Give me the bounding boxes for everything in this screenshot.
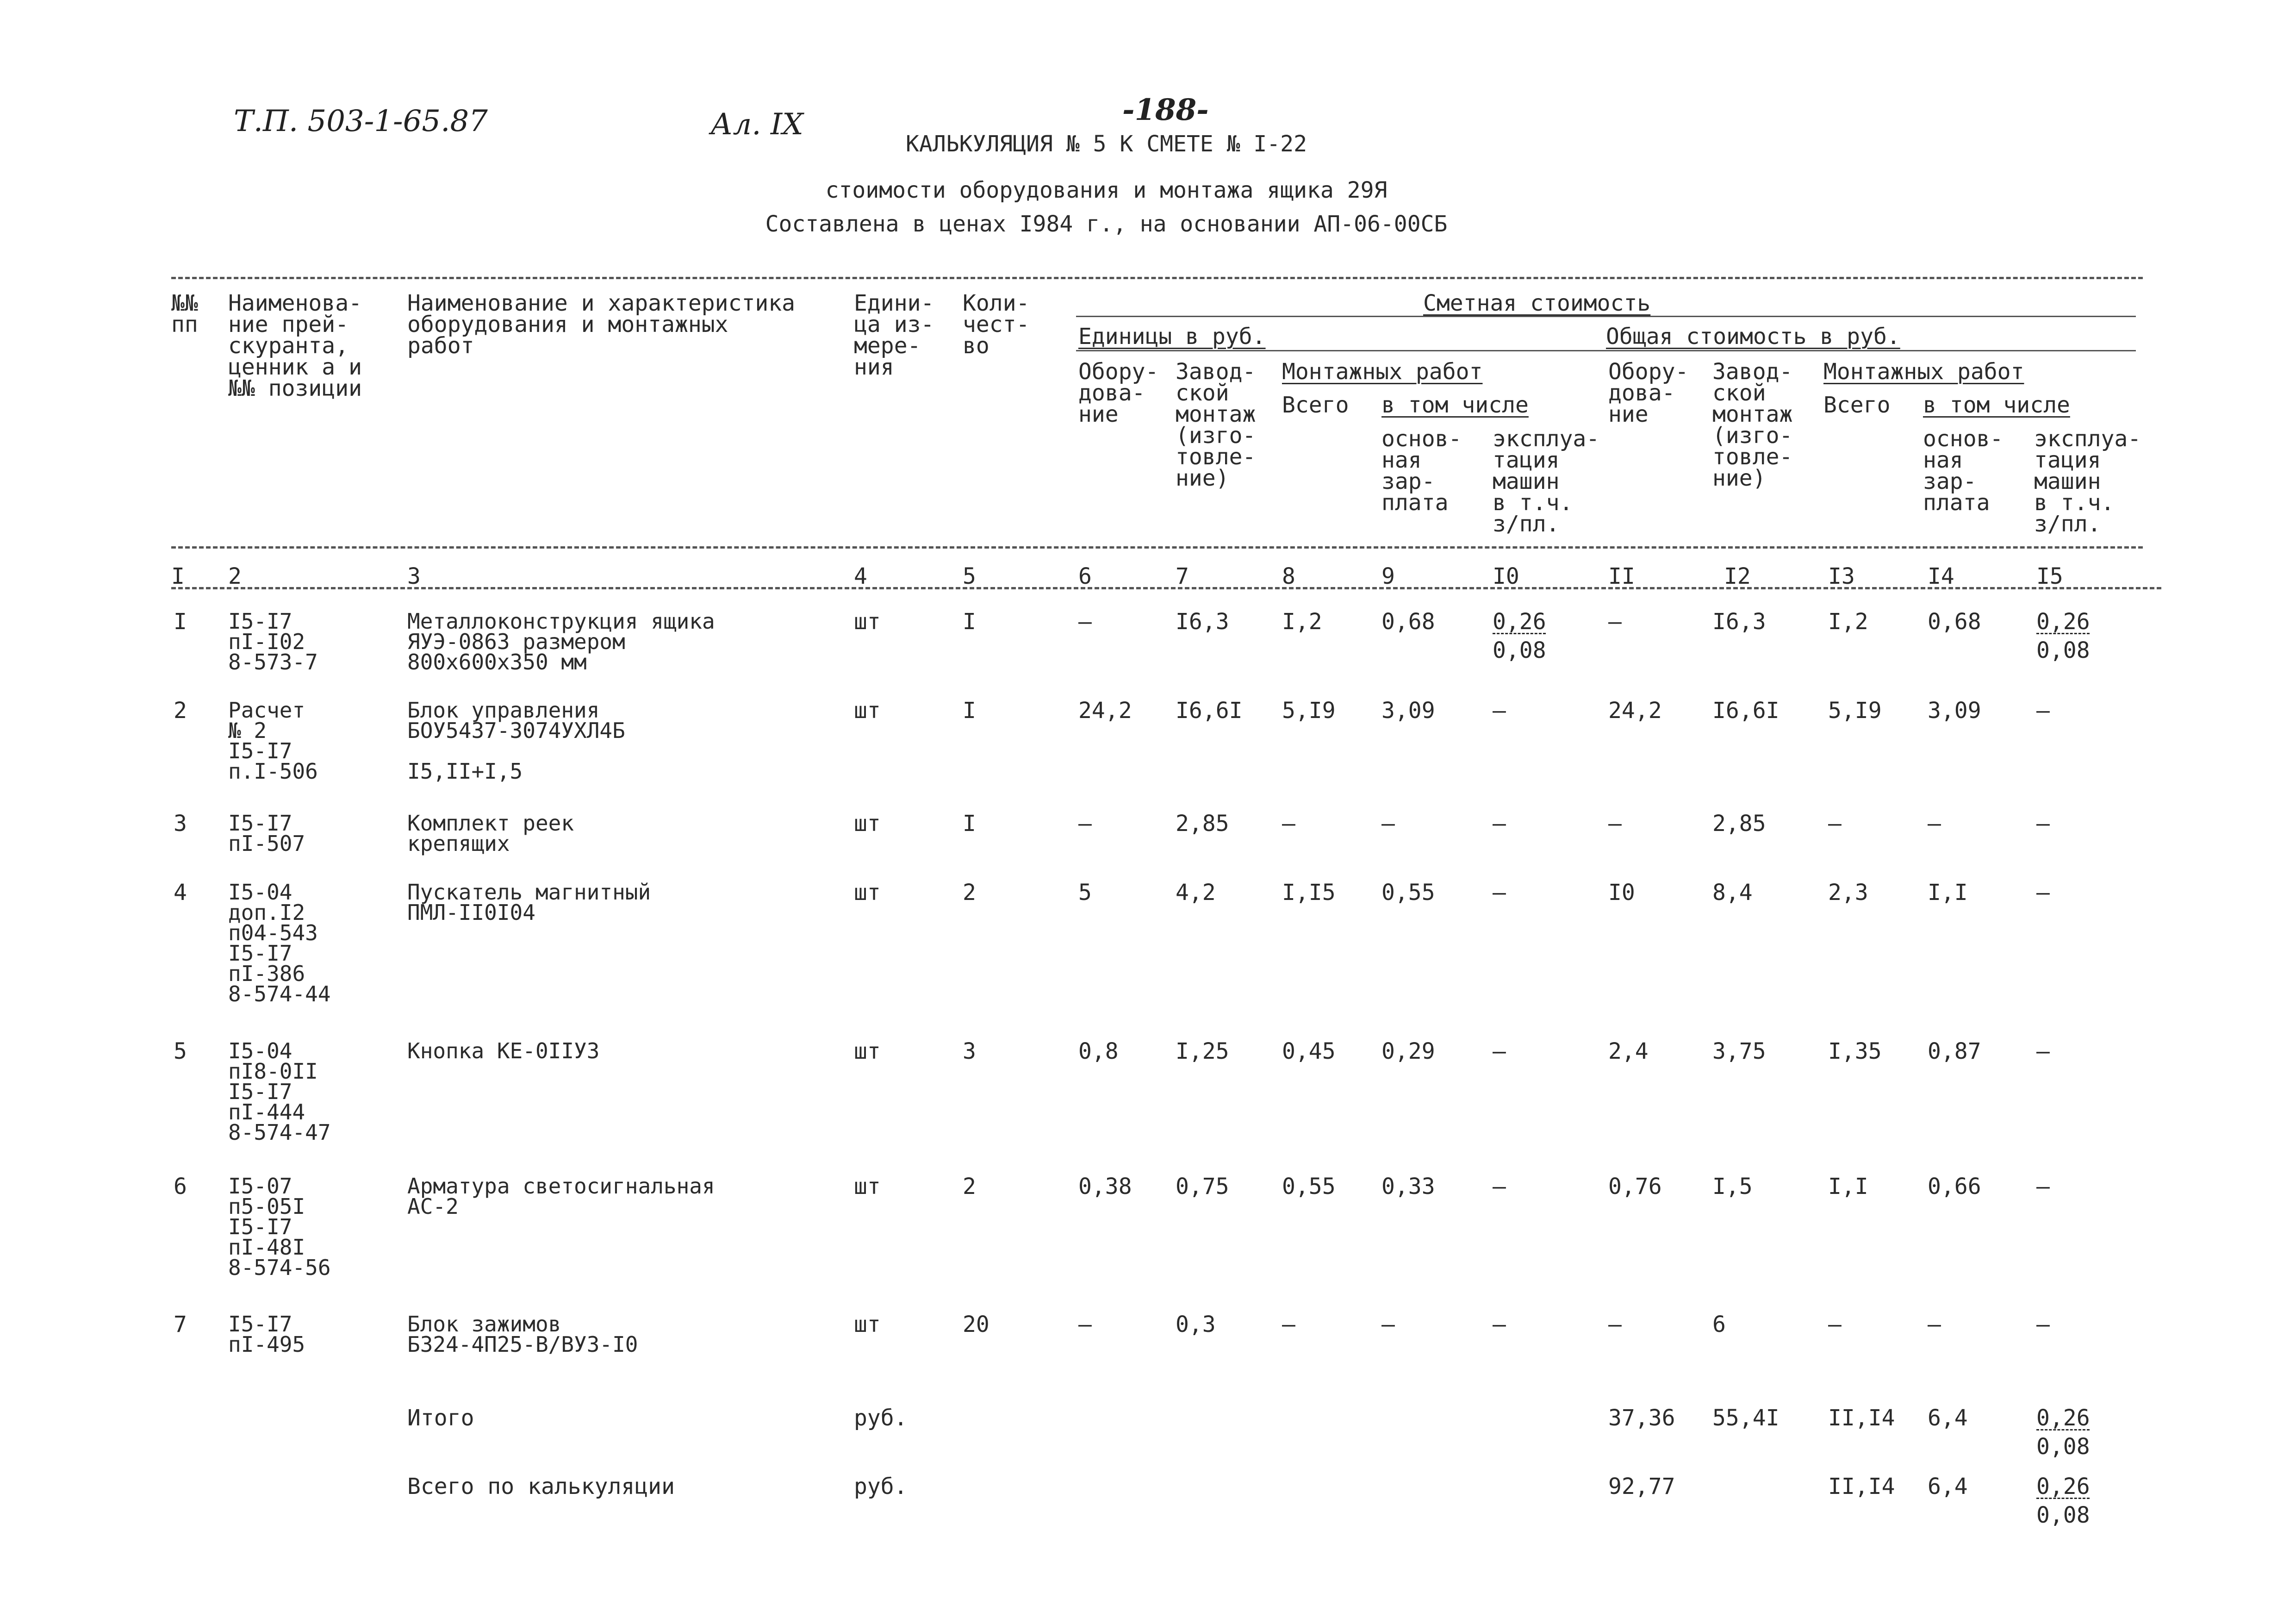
row-cell-c6: 5	[1078, 880, 1092, 906]
row-cell-c8: –	[1282, 1312, 1295, 1337]
row-pricelist-ref: Расчет № 2 I5-I7 п.I-506	[228, 698, 318, 784]
row-unit: шт	[854, 811, 881, 837]
row-cell-c13: –	[1828, 1312, 1842, 1337]
row-cell-c11: 24,2	[1608, 698, 1662, 724]
row-cell-c9: 0,55	[1381, 880, 1435, 906]
col15-header: эксплуа- тация машин в т.ч. з/пл.	[2034, 426, 2141, 537]
row-cell-c10: –	[1493, 880, 1506, 906]
colnum-6: 6	[1078, 563, 1092, 589]
row-pricelist-ref: I5-I7 пI-495	[228, 1312, 305, 1357]
row-cell-c12: 3,75	[1712, 1038, 1766, 1064]
project-reference: Т.П. 503-1-65.87	[234, 104, 488, 138]
colnum-3: 3	[407, 563, 421, 589]
total-cell-c15-salary: 0,08	[2036, 1502, 2090, 1528]
row-number: 3	[174, 811, 187, 837]
row-cell-c13: 2,3	[1828, 880, 1868, 906]
row-cell-c15: –	[2036, 880, 2050, 906]
row-cell-c7: 0,3	[1176, 1312, 1216, 1337]
row-cell-c7: 2,85	[1176, 811, 1229, 837]
row-cell-c10: –	[1493, 811, 1506, 837]
header-top-rule	[171, 277, 2143, 279]
row-cell-c9: –	[1381, 1312, 1395, 1337]
row-cell-c11: I0	[1608, 880, 1635, 906]
row-unit: шт	[854, 1174, 881, 1199]
colnum-4: 4	[854, 563, 867, 589]
row-cell-c8: I,2	[1282, 609, 1322, 635]
total-cell-c13: II,I4	[1828, 1405, 1895, 1431]
row-cell-c8: I,I5	[1282, 880, 1336, 906]
col7-header: Завод- ской монтаж (изго- товле- ние)	[1176, 359, 1256, 491]
number-row-rule	[171, 587, 2161, 589]
col13-header: Всего	[1823, 392, 1891, 418]
document-title: КАЛЬКУЛЯЦИЯ № 5 К СМЕТЕ № I-22	[906, 131, 1307, 157]
col-name-header: Наименование и характеристика оборудования и монтажных работ	[407, 290, 796, 359]
row-cell-c6: –	[1078, 609, 1092, 635]
row-cell-c7: I6,3	[1176, 609, 1229, 635]
row-item-name: Арматура светосигнальная АС-2	[407, 1174, 715, 1219]
total-unit: руб.	[854, 1405, 908, 1431]
row-cell-c9: 0,33	[1381, 1174, 1435, 1199]
colnum-11: II	[1608, 563, 1635, 589]
total-cell-c14: 6,4	[1928, 1474, 1968, 1499]
row-cell-c6: 0,38	[1078, 1174, 1132, 1199]
row-cell-c10: –	[1493, 1038, 1506, 1064]
row-cell-c14: 0,68	[1928, 609, 1981, 635]
row-quantity: I	[963, 698, 976, 724]
row-cell-c14: 3,09	[1928, 698, 1981, 724]
col-qty-header: Коли- чест- во	[963, 290, 1030, 359]
row-cell-c6: –	[1078, 1312, 1092, 1337]
header-bottom-rule	[171, 546, 2143, 549]
row-cell-c6: –	[1078, 811, 1092, 837]
row-cell-c12: 6	[1712, 1312, 1726, 1337]
colnum-10: I0	[1493, 563, 1519, 589]
row-cell-c10: –	[1493, 1174, 1506, 1199]
row-cell-c13: I,35	[1828, 1038, 1882, 1064]
row-number: 2	[174, 698, 187, 724]
row-cell-c6: 0,8	[1078, 1038, 1119, 1064]
row-cell-c11: –	[1608, 1312, 1622, 1337]
row-cell-c7: I6,6I	[1176, 698, 1243, 724]
row-cell-c9: 0,29	[1381, 1038, 1435, 1064]
row-cell-c9: 0,68	[1381, 609, 1435, 635]
row-cell-c15-salary: 0,08	[2036, 637, 2090, 663]
total-cell-c15-salary: 0,08	[2036, 1434, 2090, 1460]
album-number: Ал. IX	[710, 107, 803, 142]
row-cell-c8: –	[1282, 811, 1295, 837]
colnum-1: I	[171, 563, 185, 589]
row-cell-c13: 5,I9	[1828, 698, 1882, 724]
total-cell-c15: 0,26	[2036, 1474, 2090, 1499]
incl-group-unit: в том числе	[1381, 392, 1529, 418]
row-cell-c7: 4,2	[1176, 880, 1216, 906]
col10-header: эксплуа- тация машин в т.ч. з/пл.	[1493, 426, 1600, 537]
row-quantity: 20	[963, 1312, 989, 1337]
row-cell-c14: –	[1928, 1312, 1941, 1337]
row-number: 4	[174, 880, 187, 906]
row-cell-c13: I,I	[1828, 1174, 1868, 1199]
row-quantity: 3	[963, 1038, 976, 1064]
row-cell-c9: –	[1381, 811, 1395, 837]
total-cell-c13: II,I4	[1828, 1474, 1895, 1499]
row-cell-c12: I6,6I	[1712, 698, 1780, 724]
mount-group-total: Монтажных работ	[1823, 359, 2024, 385]
row-cell-c11: –	[1608, 609, 1622, 635]
page-number: -188-	[1122, 93, 1209, 127]
row-quantity: I	[963, 609, 976, 635]
colnum-14: I4	[1928, 563, 1954, 589]
colnum-7: 7	[1176, 563, 1189, 589]
colnum-13: I3	[1828, 563, 1855, 589]
row-item-name: Металлоконструкция ящика ЯУЭ-0863 размером 800х600х350 мм	[407, 609, 715, 675]
row-unit: шт	[854, 1312, 881, 1337]
row-number: 7	[174, 1312, 187, 1337]
row-unit: шт	[854, 609, 881, 635]
row-cell-c14: 0,66	[1928, 1174, 1981, 1199]
row-cell-c14: –	[1928, 811, 1941, 837]
colnum-15: I5	[2036, 563, 2063, 589]
group-rule	[1076, 316, 2136, 317]
total-cell-c15: 0,26	[2036, 1405, 2090, 1431]
row-item-name: Кнопка КЕ-0IIУЗ	[407, 1038, 600, 1063]
row-cell-c13: I,2	[1828, 609, 1868, 635]
row-cell-c11: 2,4	[1608, 1038, 1649, 1064]
col-pricelist-header: Наименова- ние прей- скуранта, ценник а и №№ позиции	[228, 290, 362, 401]
colnum-12: I2	[1724, 563, 1751, 589]
row-cell-c8: 5,I9	[1282, 698, 1336, 724]
row-cell-c13: –	[1828, 811, 1842, 837]
row-cell-c8: 0,55	[1282, 1174, 1336, 1199]
row-number: I	[174, 609, 187, 635]
document-basis: Составлена в ценах I984 г., на основании АП-06-00СБ	[765, 211, 1448, 237]
row-cell-c15: –	[2036, 811, 2050, 837]
row-cell-c15: –	[2036, 1038, 2050, 1064]
group-unit-cost: Единицы в руб.	[1078, 324, 1266, 350]
col11-header: Обору- дова- ние	[1608, 359, 1689, 427]
total-cell-c14: 6,4	[1928, 1405, 1968, 1431]
col9-header: основ- ная зар- плата	[1381, 426, 1462, 516]
group-estimated-cost: Сметная стоимость	[1423, 290, 1651, 316]
total-label: Всего по калькуляции	[407, 1474, 675, 1499]
total-cell-c11: 92,77	[1608, 1474, 1675, 1499]
col14-header: основ- ная зар- плата	[1923, 426, 2004, 516]
row-cell-c8: 0,45	[1282, 1038, 1336, 1064]
row-cell-c15: 0,26	[2036, 609, 2090, 635]
row-cell-c11: 0,76	[1608, 1174, 1662, 1199]
row-cell-c12: 8,4	[1712, 880, 1753, 906]
row-item-name: Блок управления БОУ5437-3074УХЛ4Б I5,II+I,5	[407, 698, 625, 784]
col6-header: Обору- дова- ние	[1078, 359, 1159, 427]
row-cell-c14: I,I	[1928, 880, 1968, 906]
row-cell-c10: –	[1493, 1312, 1506, 1337]
col-number-header: №№ пп	[171, 290, 198, 337]
row-pricelist-ref: I5-04 доп.I2 п04-543 I5-I7 пI-386 8-574-44	[228, 880, 331, 1006]
row-item-name: Комплект реек крепящих	[407, 811, 574, 856]
colnum-9: 9	[1381, 563, 1395, 589]
total-label: Итого	[407, 1405, 474, 1431]
row-cell-c12: I,5	[1712, 1174, 1753, 1199]
colnum-2: 2	[228, 563, 242, 589]
row-unit: шт	[854, 1038, 881, 1064]
row-quantity: I	[963, 811, 976, 837]
row-cell-c12: I6,3	[1712, 609, 1766, 635]
row-item-name: Блок зажимов БЗ24-4П25-В/ВУЗ-I0	[407, 1312, 638, 1357]
row-quantity: 2	[963, 1174, 976, 1199]
row-pricelist-ref: I5-I7 пI-I02 8-573-7	[228, 609, 318, 675]
colnum-5: 5	[963, 563, 976, 589]
row-cell-c7: 0,75	[1176, 1174, 1229, 1199]
total-cell-c11: 37,36	[1608, 1405, 1675, 1431]
row-cell-c11: –	[1608, 811, 1622, 837]
row-cell-c12: 2,85	[1712, 811, 1766, 837]
col12-header: Завод- ской монтаж (изго- товле- ние)	[1712, 359, 1793, 491]
mount-group-unit: Монтажных работ	[1282, 359, 1483, 385]
row-pricelist-ref: I5-07 п5-05I I5-I7 пI-48I 8-574-56	[228, 1174, 331, 1280]
col-unit-header: Едини- ца из- мере- ния	[854, 290, 934, 380]
row-cell-c9: 3,09	[1381, 698, 1435, 724]
total-unit: руб.	[854, 1474, 908, 1499]
subgroup-rule	[1076, 350, 2136, 351]
row-cell-c14: 0,87	[1928, 1038, 1981, 1064]
colnum-8: 8	[1282, 563, 1295, 589]
row-pricelist-ref: I5-I7 пI-507	[228, 811, 305, 856]
incl-group-total: в том числе	[1923, 392, 2070, 418]
col8-header: Всего	[1282, 392, 1349, 418]
group-total-cost: Общая стоимость в руб.	[1606, 324, 1900, 350]
row-number: 6	[174, 1174, 187, 1199]
row-cell-c7: I,25	[1176, 1038, 1229, 1064]
row-cell-c15: –	[2036, 698, 2050, 724]
row-item-name: Пускатель магнитный ПМЛ-II0I04	[407, 880, 651, 925]
row-cell-c15: –	[2036, 1174, 2050, 1199]
row-pricelist-ref: I5-04 пI8-0II I5-I7 пI-444 8-574-47	[228, 1038, 331, 1145]
row-cell-c10: –	[1493, 698, 1506, 724]
row-quantity: 2	[963, 880, 976, 906]
row-cell-c10: 0,26	[1493, 609, 1546, 635]
row-unit: шт	[854, 698, 881, 724]
row-number: 5	[174, 1038, 187, 1064]
row-cell-c15: –	[2036, 1312, 2050, 1337]
total-cell-c12: 55,4I	[1712, 1405, 1780, 1431]
row-unit: шт	[854, 880, 881, 906]
row-cell-c10-salary: 0,08	[1493, 637, 1546, 663]
row-cell-c6: 24,2	[1078, 698, 1132, 724]
document-subtitle: стоимости оборудования и монтажа ящика 29Я	[825, 177, 1388, 203]
